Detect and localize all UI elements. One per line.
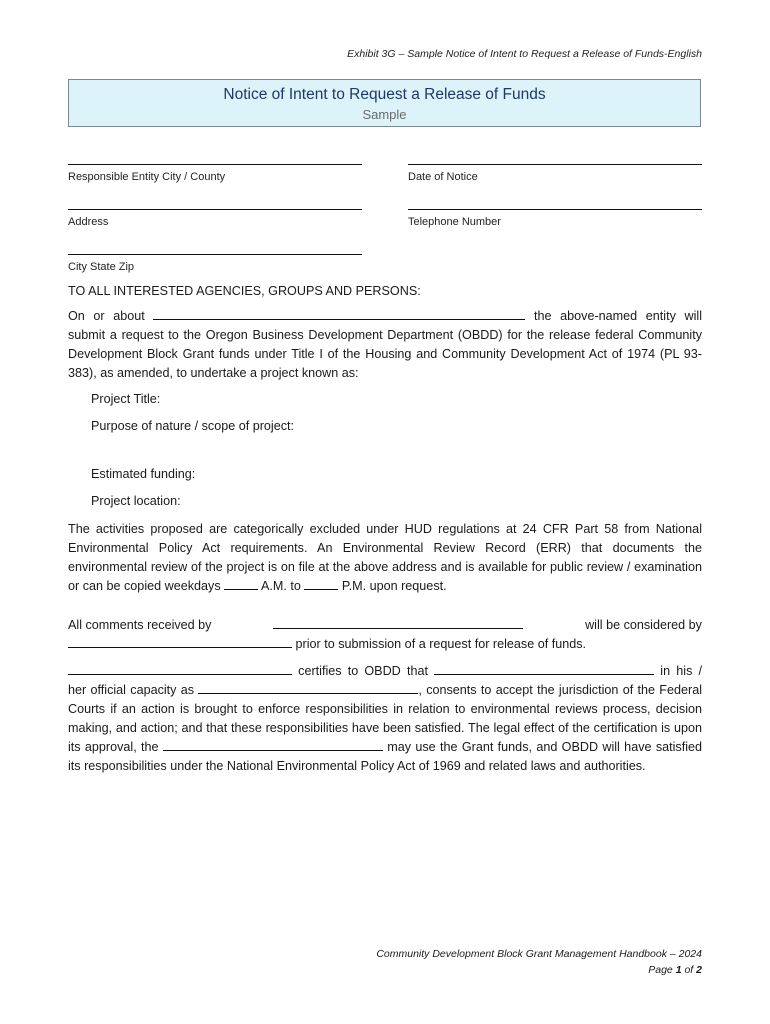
p1-start: On or about [68, 309, 145, 323]
location-label: Project location: [91, 494, 181, 508]
phone-line [408, 209, 702, 210]
comments-line-1 [68, 616, 702, 635]
grantee-blank[interactable] [163, 738, 383, 751]
official-name-blank[interactable] [434, 662, 654, 675]
p3-b: will be considered by [585, 618, 702, 632]
p3-a: All comments received by [68, 618, 212, 632]
entity-field[interactable] [68, 164, 362, 183]
p4-b: in his / her official capacity as [68, 664, 703, 697]
capacity-blank[interactable] [198, 681, 418, 694]
paragraph-exclusion [68, 520, 702, 596]
p4-d: may use the Grant funds, and OBDD will have satisfied its responsibilities under the National Environmental Policy Act of 1969 and related laws and authorities. [68, 740, 703, 773]
certifier-blank[interactable] [68, 662, 292, 675]
document-subtitle: Sample [362, 107, 407, 122]
entity-label: Responsible Entity City / County [68, 171, 226, 183]
footer [376, 946, 702, 978]
city-label: City State Zip [68, 261, 135, 273]
address-line [68, 209, 362, 210]
date-blank[interactable] [153, 307, 525, 320]
p2-b: A.M. to [260, 579, 301, 593]
pm-blank[interactable] [304, 577, 338, 590]
p3-c: prior to submission of a request for release of funds. [295, 637, 587, 651]
title-box [68, 79, 701, 127]
comments-line-2 [68, 635, 702, 654]
page-total: 2 [696, 964, 702, 976]
considered-by-blank[interactable] [68, 635, 292, 648]
city-line [68, 254, 362, 255]
p4-c: , consents to accept the jurisdiction of the Federal Courts if an action is brought to enforce responsibilities in relation to environmental reviews process, decision making, and action; and that these responsibilities have been satisfied. The legal effect of the certification is upon its approval, the [68, 683, 703, 754]
phone-field[interactable] [408, 209, 702, 228]
p1-rest: the above-named entity will submit a request to the Oregon Business Development Department (OBDD) for the release federal Community Development Block Grant funds under Title I of the Housing and Community Development Act of 1974 (PL 93-383), as amended, to undertake a project known as: [68, 309, 702, 380]
purpose-label: Purpose of nature / scope of project: [91, 419, 295, 433]
footer-page [376, 962, 702, 978]
document-title: Notice of Intent to Request a Release of Funds [223, 86, 546, 103]
entity-line [68, 164, 362, 165]
address-field[interactable] [68, 209, 362, 228]
comments-date-blank[interactable] [273, 616, 523, 629]
project-title-label: Project Title: [91, 392, 161, 406]
funding-label: Estimated funding: [91, 467, 196, 481]
date-line [408, 164, 702, 165]
paragraph-intent [68, 307, 702, 383]
date-label: Date of Notice [408, 171, 478, 183]
date-field[interactable] [408, 164, 702, 183]
of-word: of [684, 964, 694, 976]
p2-c: P.M. upon request. [341, 579, 447, 593]
paragraph-certification [68, 662, 702, 776]
am-blank[interactable] [224, 577, 258, 590]
address-label: Address [68, 216, 109, 228]
page-number: 1 [675, 964, 682, 976]
p4-a: certifies to OBDD that [298, 664, 428, 678]
salutation: TO ALL INTERESTED AGENCIES, GROUPS AND PERSONS: [68, 284, 421, 298]
city-field[interactable] [68, 254, 362, 273]
page-word: Page [648, 964, 673, 976]
paragraph-comments [68, 616, 702, 654]
phone-label: Telephone Number [408, 216, 501, 228]
footer-handbook: Community Development Block Grant Management Handbook – 2024 [376, 948, 702, 960]
exhibit-header: Exhibit 3G – Sample Notice of Intent to Request a Release of Funds-English [347, 48, 702, 60]
p2-a: The activities proposed are categorically excluded under HUD regulations at 24 CFR Part 58 from National Environmental Policy Act requirements. An Environmental Review Record (ERR) that documents the environmental review of the project is on file at the above address and is available for public review / examination or can be copied weekdays [68, 522, 702, 593]
